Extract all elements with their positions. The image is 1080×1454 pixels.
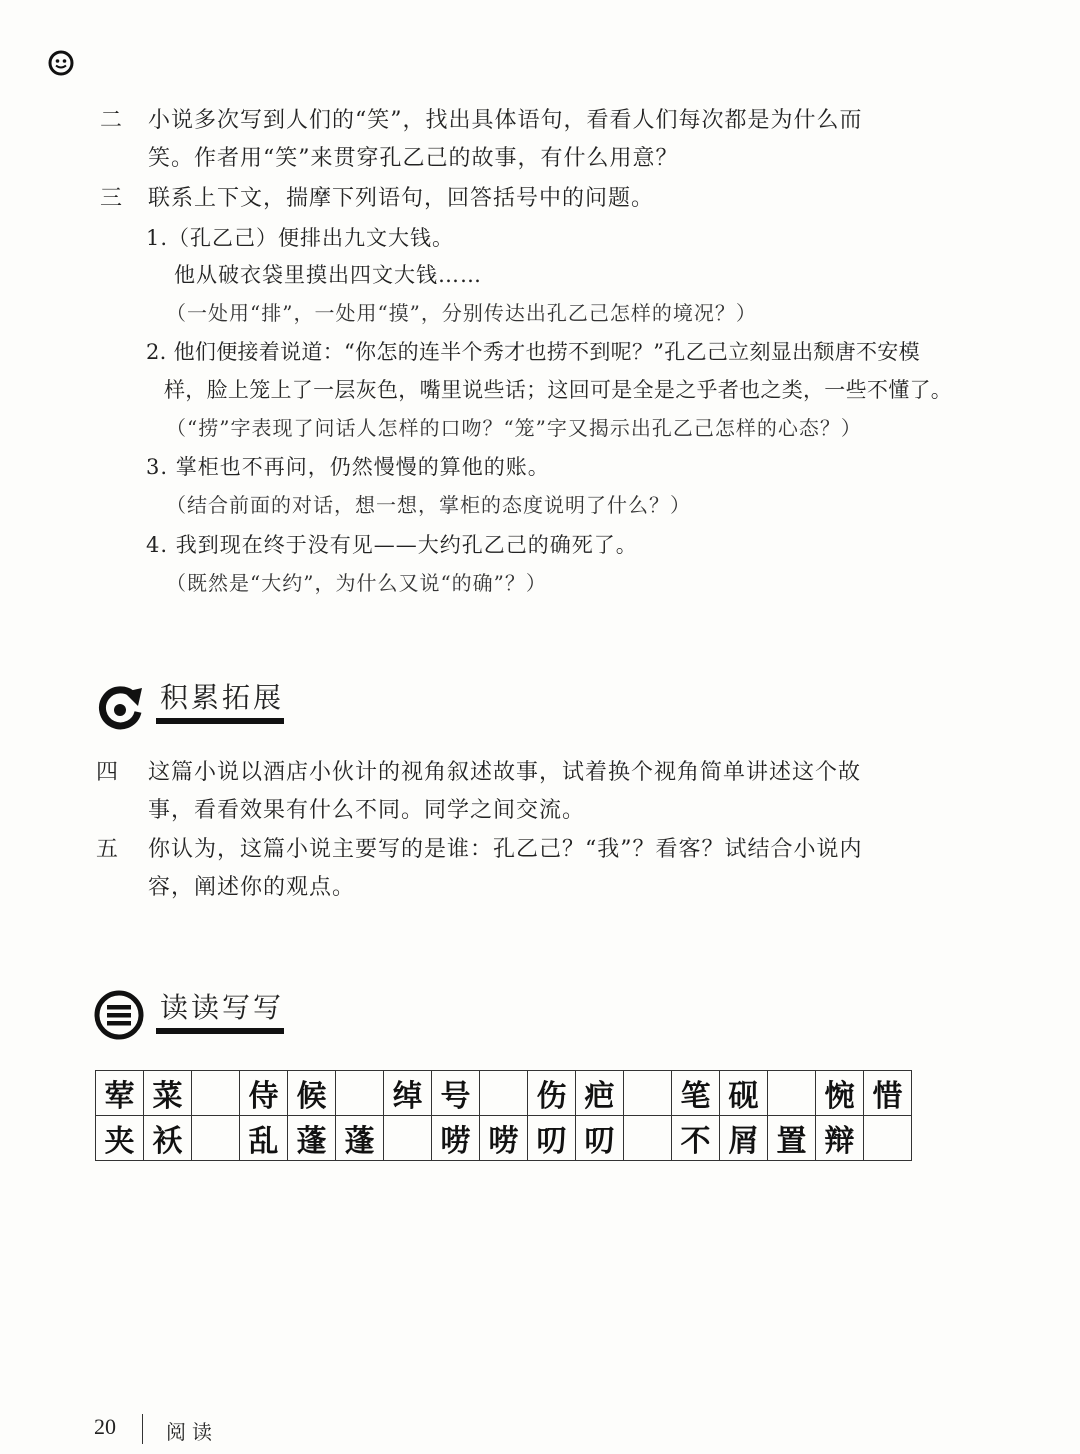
page-number: 20 [94, 1414, 116, 1439]
section-underline [156, 1028, 284, 1034]
char-cell: 置 [768, 1116, 816, 1161]
smiley-icon [48, 50, 74, 76]
char-cell: 侍 [240, 1071, 288, 1116]
item-line: 3. 掌柜也不再问，仍然慢慢的算他的账。 [146, 455, 550, 479]
char-cell [768, 1071, 816, 1116]
question-text-line: 你认为，这篇小说主要写的是谁：孔乙己？“我”？看客？试结合小说内 [148, 837, 863, 862]
question-text-line: 容，阐述你的观点。 [148, 875, 356, 900]
char-cell [192, 1071, 240, 1116]
question-number: 四 [96, 760, 119, 785]
char-cell: 笔 [672, 1071, 720, 1116]
item-line: 样，脸上笼上了一层灰色，嘴里说些话；这回可是全是之乎者也之类，一些不懂了。 [164, 378, 953, 402]
char-cell: 惋 [816, 1071, 864, 1116]
item-line: 他从破衣袋里摸出四文大钱…… [174, 263, 482, 287]
footer-divider [142, 1414, 143, 1444]
char-grid-row [96, 1116, 912, 1161]
char-cell: 蓬 [336, 1116, 384, 1161]
char-cell: 乱 [240, 1116, 288, 1161]
char-grid-row [96, 1071, 912, 1116]
char-cell: 辩 [816, 1116, 864, 1161]
question-number: 五 [96, 837, 119, 862]
char-cell: 惜 [864, 1071, 912, 1116]
section-title: 读读写写 [160, 991, 285, 1024]
item-line: 1.（孔乙己）便排出九文大钱。 [146, 226, 455, 250]
char-cell [480, 1071, 528, 1116]
char-cell: 号 [432, 1071, 480, 1116]
char-cell: 唠 [432, 1116, 480, 1161]
char-cell: 荤 [96, 1071, 144, 1116]
question-text-line: 笑。作者用“笑”来贯穿孔乙己的故事，有什么用意？ [148, 146, 679, 171]
char-cell: 蓬 [288, 1116, 336, 1161]
char-cell: 屑 [720, 1116, 768, 1161]
char-cell: 砚 [720, 1071, 768, 1116]
section-underline [156, 718, 284, 724]
char-cell: 伤 [528, 1071, 576, 1116]
item-question: （既然是“大约”，为什么又说“的确”？） [166, 571, 547, 595]
char-cell [624, 1116, 672, 1161]
char-grid [95, 1070, 912, 1161]
question-text-line: 事，看看效果有什么不同。同学之间交流。 [148, 798, 586, 823]
char-cell: 不 [672, 1116, 720, 1161]
char-cell [336, 1071, 384, 1116]
char-cell [192, 1116, 240, 1161]
item-line: 2. 他们便接着说道：“你怎的连半个秀才也捞不到呢？”孔乙己立刻显出颓唐不安模 [146, 340, 920, 364]
section-title: 积累拓展 [160, 681, 285, 714]
question-text-line: 这篇小说以酒店小伙计的视角叙述故事，试着换个视角简单讲述这个故 [148, 760, 862, 785]
char-cell: 叨 [576, 1116, 624, 1161]
char-cell: 叨 [528, 1116, 576, 1161]
char-cell: 疤 [576, 1071, 624, 1116]
char-cell: 候 [288, 1071, 336, 1116]
char-cell: 绰 [384, 1071, 432, 1116]
char-cell: 唠 [480, 1116, 528, 1161]
book-label: 阅读 [166, 1420, 218, 1444]
char-cell: 菜 [144, 1071, 192, 1116]
question-text-line: 小说多次写到人们的“笑”，找出具体语句，看看人们每次都是为什么而 [148, 108, 863, 133]
question-intro: 联系上下文，揣摩下列语句，回答括号中的问题。 [148, 186, 655, 211]
item-question: （一处用“排”，一处用“摸”，分别传达出孔乙己怎样的境况？） [166, 301, 757, 325]
char-cell [384, 1116, 432, 1161]
refresh-arrow-icon [94, 682, 146, 734]
question-number: 三 [100, 186, 123, 211]
char-cell: 夹 [96, 1116, 144, 1161]
question-number: 二 [100, 108, 123, 133]
list-lines-icon [94, 990, 144, 1040]
item-question: （结合前面的对话，想一想，掌柜的态度说明了什么？） [166, 493, 691, 517]
item-question: （“捞”字表现了问话人怎样的口吻？“笼”字又揭示出孔乙己怎样的心态？） [166, 416, 862, 440]
char-cell [864, 1116, 912, 1161]
char-cell: 袄 [144, 1116, 192, 1161]
char-cell [624, 1071, 672, 1116]
item-line: 4. 我到现在终于没有见——大约孔乙己的确死了。 [146, 533, 638, 557]
